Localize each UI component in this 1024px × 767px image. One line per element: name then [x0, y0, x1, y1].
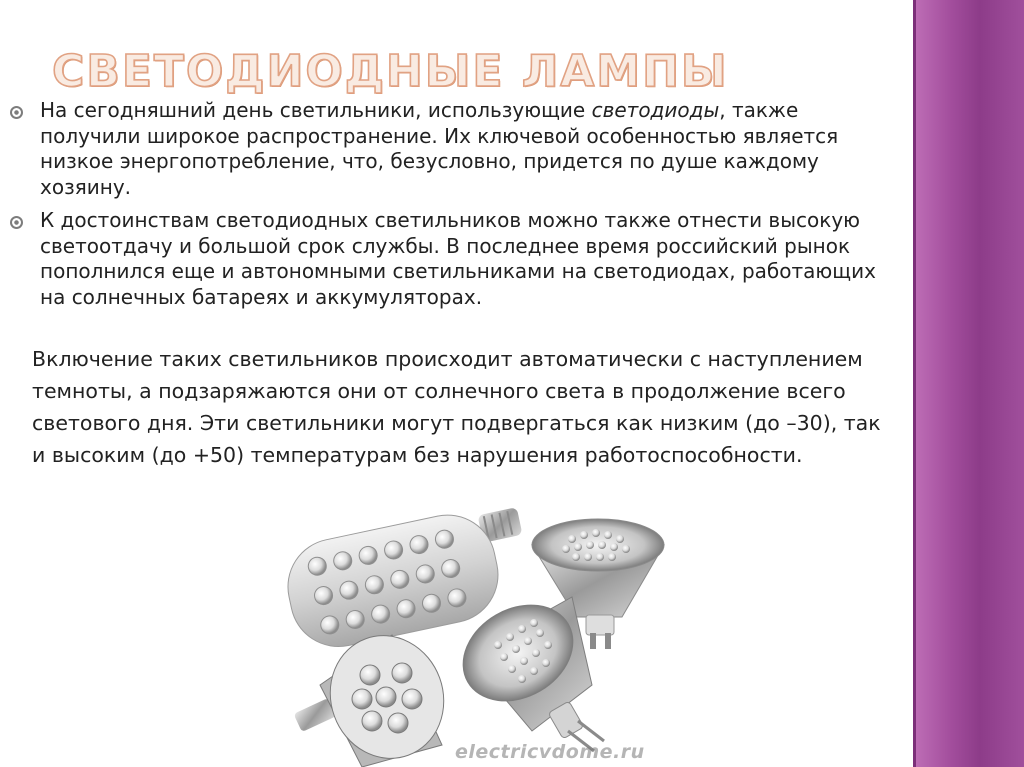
bullet-text-1-before: На сегодняшний день светильники, использующие — [40, 98, 592, 122]
body-paragraph: Включение таких светильников происходит автоматически с наступлением темноты, а подзаряжаются они от солнечного света в продолжение всего светового дня. Эти светильники могут подвергаться как низким (до –30), так и высоким (до +50) температурам без нарушения работоспособности. — [32, 347, 881, 467]
watermark-text: electricvdome.ru — [455, 741, 645, 763]
bullet-item-2 — [8, 208, 888, 310]
bullet-text-2: К достоинствам светодиодных светильников можно также отнести высокую светоотдачу и большой срок службы. В последнее время российский рынок пополнился еще и автономными светильниками на светодиодах, работающих на солнечных батареях и аккумуляторах. — [40, 208, 876, 309]
bullet-item-1 — [8, 98, 888, 200]
bullet-dot-icon — [10, 216, 23, 229]
side-decoration-band — [913, 0, 1024, 767]
led-lamps-photo — [272, 505, 672, 767]
side-band-edge — [913, 0, 916, 767]
bullet-text-1-after: , также получили широкое распространение. Их ключевой особенностью является низкое энергопотребление, что, безусловно, придется по душе каждому хозяину. — [40, 98, 839, 199]
bullet-dot-icon — [10, 106, 23, 119]
bullet-text-1-emphasis: светодиоды — [591, 98, 720, 122]
slide-title: СВЕТОДИОДНЫЕ ЛАМПЫ — [52, 46, 729, 97]
bullet-list — [8, 98, 888, 318]
bullet-text-1 — [40, 98, 838, 199]
